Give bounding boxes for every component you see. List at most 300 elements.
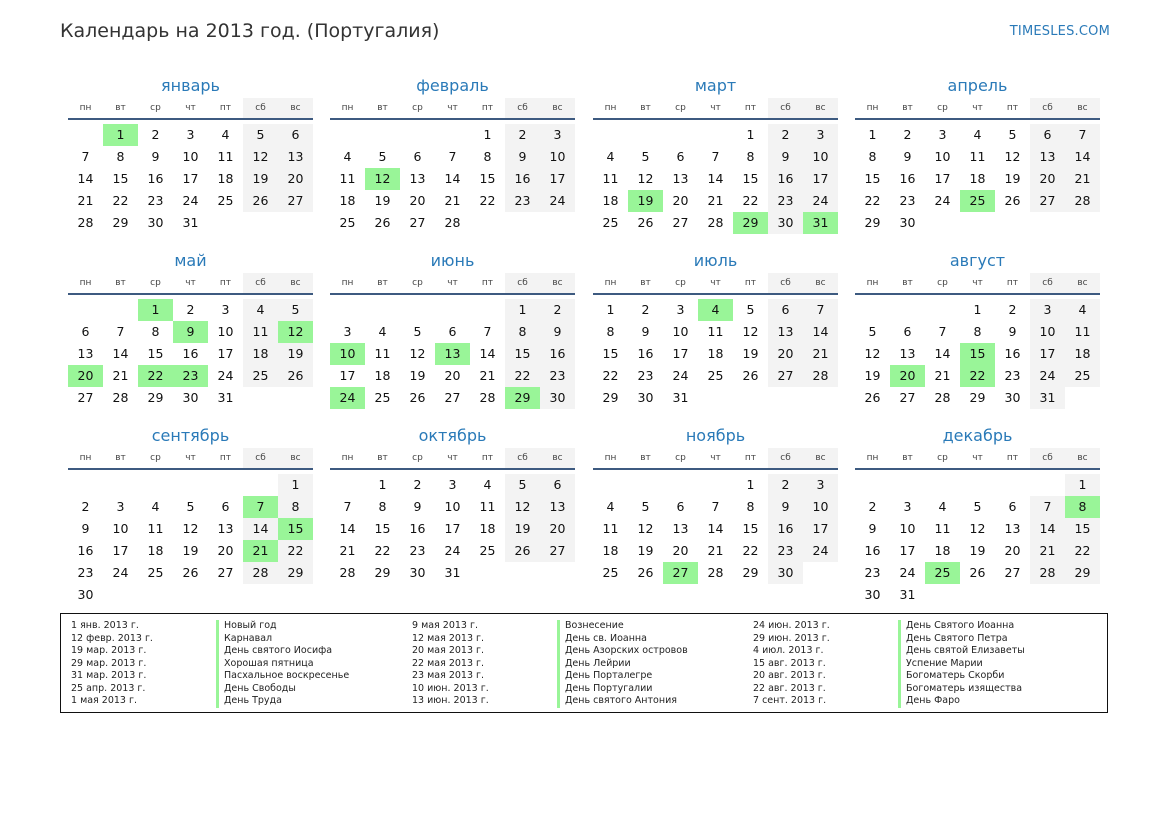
legend-holiday-name: День Фаро <box>906 695 960 706</box>
day-cell: 25 <box>147 565 164 580</box>
week-row <box>330 474 575 496</box>
day-cell: 13 <box>278 146 313 168</box>
weekday-label: вт <box>115 103 126 113</box>
weekday-label: пт <box>481 453 494 463</box>
day-cell: 13 <box>672 521 689 536</box>
empty-day-cell <box>243 212 278 234</box>
weekday-label: сб <box>243 98 278 118</box>
legend-holiday-name: День святого Иосифа <box>224 645 333 656</box>
day-cell: 26 <box>278 365 313 387</box>
day-cell: 14 <box>339 521 356 536</box>
legend-date: 25 апр. 2013 г. <box>71 682 146 694</box>
day-cell: 8 <box>151 324 160 339</box>
day-cell: 12 <box>637 521 654 536</box>
week-row <box>855 540 1100 562</box>
weekday-header <box>593 273 838 295</box>
day-cell: 21 <box>803 343 838 365</box>
day-cell: 26 <box>182 565 199 580</box>
weekday-label: пн <box>866 278 879 288</box>
holiday-day-cell: 15 <box>278 518 313 540</box>
day-cell: 3 <box>676 302 685 317</box>
day-cell: 31 <box>1030 387 1065 409</box>
day-cell: 17 <box>540 168 575 190</box>
day-cell: 27 <box>540 540 575 562</box>
legend-date: 13 июн. 2013 г. <box>412 695 489 706</box>
day-cell: 20 <box>217 543 234 558</box>
day-cell: 14 <box>479 346 496 361</box>
day-cell: 2 <box>641 302 650 317</box>
week-row <box>68 474 313 496</box>
day-cell: 15 <box>147 346 164 361</box>
weekday-label: вт <box>640 103 651 113</box>
day-cell: 6 <box>903 324 912 339</box>
weekday-label: пт <box>481 103 494 113</box>
day-cell: 8 <box>483 149 492 164</box>
empty-day-cell <box>278 212 313 234</box>
legend-date: 19 мар. 2013 г. <box>71 645 147 656</box>
day-cell: 29 <box>112 215 129 230</box>
day-cell: 2 <box>903 127 912 142</box>
holiday-legend <box>60 613 1108 713</box>
weekday-label: вт <box>115 278 126 288</box>
day-cell: 19 <box>278 343 313 365</box>
holiday-day-cell: 23 <box>173 365 208 387</box>
week-row <box>68 540 313 562</box>
legend-holiday-name: День Труда <box>224 695 282 706</box>
legend-date: 20 авг. 2013 г. <box>753 670 826 681</box>
day-cell: 7 <box>1030 496 1065 518</box>
weekday-label: пн <box>79 278 92 288</box>
day-cell: 30 <box>182 390 199 405</box>
day-cell: 3 <box>448 477 457 492</box>
day-cell: 31 <box>672 390 689 405</box>
month-block <box>855 424 1100 606</box>
day-cell: 2 <box>1008 302 1017 317</box>
day-cell: 24 <box>803 190 838 212</box>
day-cell: 4 <box>1065 299 1100 321</box>
weekday-label: вс <box>1065 448 1100 468</box>
empty-day-cell <box>435 299 470 321</box>
day-cell: 20 <box>1004 543 1021 558</box>
day-cell: 11 <box>934 521 951 536</box>
day-cell: 30 <box>77 587 94 602</box>
weekday-label: чт <box>447 278 458 288</box>
day-cell: 25 <box>1065 365 1100 387</box>
week-row <box>330 321 575 343</box>
week-row <box>68 496 313 518</box>
day-cell: 6 <box>278 124 313 146</box>
day-cell: 4 <box>221 127 230 142</box>
weekday-label: чт <box>710 453 721 463</box>
day-cell: 21 <box>707 193 724 208</box>
empty-day-cell <box>925 474 960 496</box>
holiday-day-cell: 9 <box>173 321 208 343</box>
empty-day-cell <box>803 387 838 409</box>
week-row <box>593 518 838 540</box>
site-link[interactable]: TIMESLES.COM <box>1009 24 1110 39</box>
day-cell: 31 <box>444 565 461 580</box>
day-cell: 22 <box>112 193 129 208</box>
empty-day-cell <box>138 584 173 606</box>
week-row <box>593 387 838 409</box>
day-cell: 12 <box>969 521 986 536</box>
week-row <box>68 365 313 387</box>
day-cell: 26 <box>864 390 881 405</box>
day-cell: 24 <box>217 368 234 383</box>
weekday-label: вт <box>640 278 651 288</box>
day-cell: 10 <box>540 146 575 168</box>
legend-date: 24 июн. 2013 г. <box>753 620 830 631</box>
empty-day-cell <box>768 387 803 409</box>
weekday-label: пн <box>341 453 354 463</box>
day-cell: 19 <box>409 368 426 383</box>
day-cell: 22 <box>742 193 759 208</box>
day-cell: 7 <box>343 499 352 514</box>
empty-day-cell <box>103 584 138 606</box>
week-row <box>68 387 313 409</box>
day-cell: 9 <box>413 499 422 514</box>
day-cell: 26 <box>742 368 759 383</box>
week-row <box>68 212 313 234</box>
day-cell: 28 <box>243 562 278 584</box>
empty-day-cell <box>505 212 540 234</box>
day-cell: 26 <box>243 190 278 212</box>
day-cell: 27 <box>278 190 313 212</box>
weekday-label: ср <box>150 453 161 463</box>
day-cell: 28 <box>339 565 356 580</box>
day-cell: 14 <box>112 346 129 361</box>
day-cell: 9 <box>1008 324 1017 339</box>
holiday-day-cell: 12 <box>365 168 400 190</box>
day-cell: 12 <box>182 521 199 536</box>
empty-day-cell <box>173 474 208 496</box>
day-cell: 24 <box>540 190 575 212</box>
day-cell: 12 <box>243 146 278 168</box>
day-cell: 9 <box>505 146 540 168</box>
empty-day-cell <box>243 474 278 496</box>
holiday-day-cell: 22 <box>138 365 173 387</box>
day-cell: 24 <box>444 543 461 558</box>
day-cell: 12 <box>1004 149 1021 164</box>
day-cell: 25 <box>217 193 234 208</box>
empty-day-cell <box>208 474 243 496</box>
day-cell: 12 <box>637 171 654 186</box>
weekday-label: ср <box>150 278 161 288</box>
holiday-day-cell: 20 <box>68 365 103 387</box>
holiday-day-cell: 29 <box>505 387 540 409</box>
day-cell: 28 <box>479 390 496 405</box>
day-cell: 2 <box>186 302 195 317</box>
day-cell: 1 <box>278 474 313 496</box>
week-row <box>593 190 838 212</box>
weekday-label: пн <box>604 103 617 113</box>
day-cell: 18 <box>969 171 986 186</box>
day-cell: 19 <box>505 518 540 540</box>
day-cell: 10 <box>803 146 838 168</box>
weekday-label: ср <box>937 453 948 463</box>
empty-day-cell <box>138 474 173 496</box>
month-name: декабрь <box>942 426 1013 445</box>
day-cell: 10 <box>934 149 951 164</box>
legend-date: 9 мая 2013 г. <box>412 620 478 631</box>
empty-day-cell <box>855 299 890 321</box>
weekday-label: пн <box>341 103 354 113</box>
empty-day-cell <box>400 299 435 321</box>
empty-day-cell <box>1065 212 1100 234</box>
day-cell: 31 <box>899 587 916 602</box>
day-cell: 3 <box>938 127 947 142</box>
legend-date: 23 мая 2013 г. <box>412 670 485 681</box>
day-cell: 6 <box>1030 124 1065 146</box>
legend-names-column <box>898 620 1086 708</box>
day-cell: 3 <box>343 324 352 339</box>
day-cell: 2 <box>505 124 540 146</box>
day-cell: 17 <box>112 543 129 558</box>
legend-holiday-name: Богоматерь Скорби <box>906 670 1005 681</box>
day-cell: 21 <box>77 193 94 208</box>
weekday-label: ср <box>675 103 686 113</box>
day-cell: 30 <box>147 215 164 230</box>
month-name: октябрь <box>418 426 487 445</box>
day-cell: 10 <box>112 521 129 536</box>
day-cell: 17 <box>182 171 199 186</box>
day-cell: 30 <box>409 565 426 580</box>
empty-day-cell <box>208 212 243 234</box>
week-row <box>855 474 1100 496</box>
day-cell: 30 <box>540 387 575 409</box>
weekday-label: вс <box>803 98 838 118</box>
day-cell: 16 <box>768 168 803 190</box>
week-row <box>330 168 575 190</box>
weekday-label: вт <box>902 453 913 463</box>
day-cell: 6 <box>676 149 685 164</box>
day-cell: 18 <box>479 521 496 536</box>
day-cell: 25 <box>243 365 278 387</box>
legend-holiday-name: День святой Елизаветы <box>906 645 1025 656</box>
day-cell: 24 <box>112 565 129 580</box>
day-cell: 18 <box>243 343 278 365</box>
weekday-label: пн <box>79 103 92 113</box>
weekday-label: пн <box>604 278 617 288</box>
day-cell: 23 <box>637 368 654 383</box>
weekday-label: вс <box>803 273 838 293</box>
weekday-label: ср <box>150 103 161 113</box>
day-cell: 10 <box>1030 321 1065 343</box>
empty-day-cell <box>365 299 400 321</box>
weekday-label: пт <box>744 453 757 463</box>
weekday-label: чт <box>185 103 196 113</box>
empty-day-cell <box>365 124 400 146</box>
empty-day-cell <box>593 474 628 496</box>
day-cell: 4 <box>243 299 278 321</box>
month-name: август <box>949 251 1006 270</box>
day-cell: 24 <box>182 193 199 208</box>
day-cell: 9 <box>641 324 650 339</box>
weekday-label: чт <box>710 103 721 113</box>
weekday-label: чт <box>710 278 721 288</box>
empty-day-cell <box>593 124 628 146</box>
month-block <box>68 249 313 409</box>
legend-holiday-name: День Святого Иоанна <box>906 620 1015 631</box>
day-cell: 11 <box>602 521 619 536</box>
weekday-label: пн <box>604 453 617 463</box>
day-cell: 16 <box>409 521 426 536</box>
day-cell: 3 <box>1030 299 1065 321</box>
empty-day-cell <box>400 124 435 146</box>
day-cell: 7 <box>711 149 720 164</box>
legend-holiday-name: День Португалии <box>565 682 653 694</box>
legend-date: 29 мар. 2013 г. <box>71 657 147 669</box>
day-cell: 4 <box>378 324 387 339</box>
day-cell: 1 <box>378 477 387 492</box>
day-cell: 29 <box>374 565 391 580</box>
day-cell: 1 <box>973 302 982 317</box>
month-name: март <box>694 76 737 95</box>
empty-day-cell <box>628 474 663 496</box>
legend-date: 12 мая 2013 г. <box>412 632 485 644</box>
day-cell: 12 <box>742 324 759 339</box>
day-cell: 31 <box>217 390 234 405</box>
weekday-label: пн <box>866 103 879 113</box>
weekday-label: вт <box>902 103 913 113</box>
day-cell: 5 <box>1008 127 1017 142</box>
day-cell: 20 <box>1030 168 1065 190</box>
weekday-label: вт <box>377 453 388 463</box>
day-cell: 3 <box>116 499 125 514</box>
day-cell: 29 <box>147 390 164 405</box>
empty-day-cell <box>243 584 278 606</box>
day-cell: 23 <box>505 190 540 212</box>
day-cell: 28 <box>1065 190 1100 212</box>
day-cell: 20 <box>278 168 313 190</box>
empty-day-cell <box>278 584 313 606</box>
day-cell: 20 <box>672 543 689 558</box>
weekday-label: вт <box>377 103 388 113</box>
day-cell: 22 <box>864 193 881 208</box>
day-cell: 24 <box>672 368 689 383</box>
day-cell: 25 <box>602 215 619 230</box>
day-cell: 29 <box>1065 562 1100 584</box>
empty-day-cell <box>925 299 960 321</box>
day-cell: 17 <box>1030 343 1065 365</box>
day-cell: 21 <box>934 368 951 383</box>
empty-day-cell <box>1065 584 1100 606</box>
day-cell: 3 <box>803 124 838 146</box>
day-cell: 22 <box>1065 540 1100 562</box>
legend-date: 1 янв. 2013 г. <box>71 620 139 631</box>
day-cell: 19 <box>742 346 759 361</box>
week-row <box>593 168 838 190</box>
empty-day-cell <box>435 124 470 146</box>
day-cell: 10 <box>217 324 234 339</box>
month-name: апрель <box>947 76 1008 95</box>
week-row <box>330 299 575 321</box>
week-row <box>593 321 838 343</box>
legend-names-column <box>557 620 745 708</box>
day-cell: 29 <box>742 565 759 580</box>
day-cell: 15 <box>505 343 540 365</box>
legend-date: 20 мая 2013 г. <box>412 645 485 656</box>
holiday-day-cell: 1 <box>103 124 138 146</box>
day-cell: 15 <box>112 171 129 186</box>
day-cell: 1 <box>505 299 540 321</box>
week-row <box>68 584 313 606</box>
day-cell: 22 <box>602 368 619 383</box>
week-row <box>330 496 575 518</box>
week-row <box>68 168 313 190</box>
weekday-label: вт <box>640 453 651 463</box>
day-cell: 31 <box>182 215 199 230</box>
week-row <box>855 387 1100 409</box>
empty-day-cell <box>1065 387 1100 409</box>
month-name: февраль <box>416 76 489 95</box>
week-row <box>855 518 1100 540</box>
day-cell: 3 <box>540 124 575 146</box>
day-cell: 27 <box>899 390 916 405</box>
holiday-day-cell: 1 <box>138 299 173 321</box>
day-cell: 27 <box>444 390 461 405</box>
empty-day-cell <box>103 474 138 496</box>
legend-date: 31 мар. 2013 г. <box>71 670 147 681</box>
day-cell: 29 <box>602 390 619 405</box>
day-cell: 19 <box>374 193 391 208</box>
month-block <box>593 74 838 234</box>
empty-day-cell <box>243 387 278 409</box>
empty-day-cell <box>470 299 505 321</box>
weekday-header <box>68 273 313 295</box>
legend-date: 10 июн. 2013 г. <box>412 682 489 694</box>
day-cell: 13 <box>409 171 426 186</box>
month-block <box>593 424 838 584</box>
weekday-label: пт <box>744 103 757 113</box>
holiday-day-cell: 20 <box>890 365 925 387</box>
legend-date: 15 авг. 2013 г. <box>753 657 826 669</box>
legend-holiday-name: Новый год <box>224 620 277 631</box>
month-block <box>68 424 313 606</box>
day-cell: 9 <box>868 521 877 536</box>
legend-holiday-name: День Святого Петра <box>906 632 1008 644</box>
weekday-label: чт <box>185 278 196 288</box>
day-cell: 8 <box>973 324 982 339</box>
weekday-header <box>68 448 313 470</box>
legend-date: 22 мая 2013 г. <box>412 657 485 669</box>
holiday-day-cell: 19 <box>628 190 663 212</box>
empty-day-cell <box>278 387 313 409</box>
day-cell: 26 <box>409 390 426 405</box>
holiday-day-cell: 29 <box>733 212 768 234</box>
day-cell: 1 <box>606 302 615 317</box>
empty-day-cell <box>960 584 995 606</box>
day-cell: 29 <box>864 215 881 230</box>
legend-names-column <box>216 620 404 708</box>
day-cell: 3 <box>221 302 230 317</box>
day-cell: 28 <box>77 215 94 230</box>
day-cell: 11 <box>147 521 164 536</box>
day-cell: 15 <box>864 171 881 186</box>
holiday-day-cell: 13 <box>435 343 470 365</box>
empty-day-cell <box>698 124 733 146</box>
weekday-label: пт <box>219 453 232 463</box>
legend-holiday-name: Карнавал <box>224 632 273 644</box>
day-cell: 7 <box>803 299 838 321</box>
day-cell: 1 <box>746 477 755 492</box>
day-cell: 6 <box>413 149 422 164</box>
week-row <box>330 387 575 409</box>
day-cell: 5 <box>378 149 387 164</box>
day-cell: 2 <box>868 499 877 514</box>
empty-day-cell <box>803 562 838 584</box>
day-cell: 17 <box>444 521 461 536</box>
